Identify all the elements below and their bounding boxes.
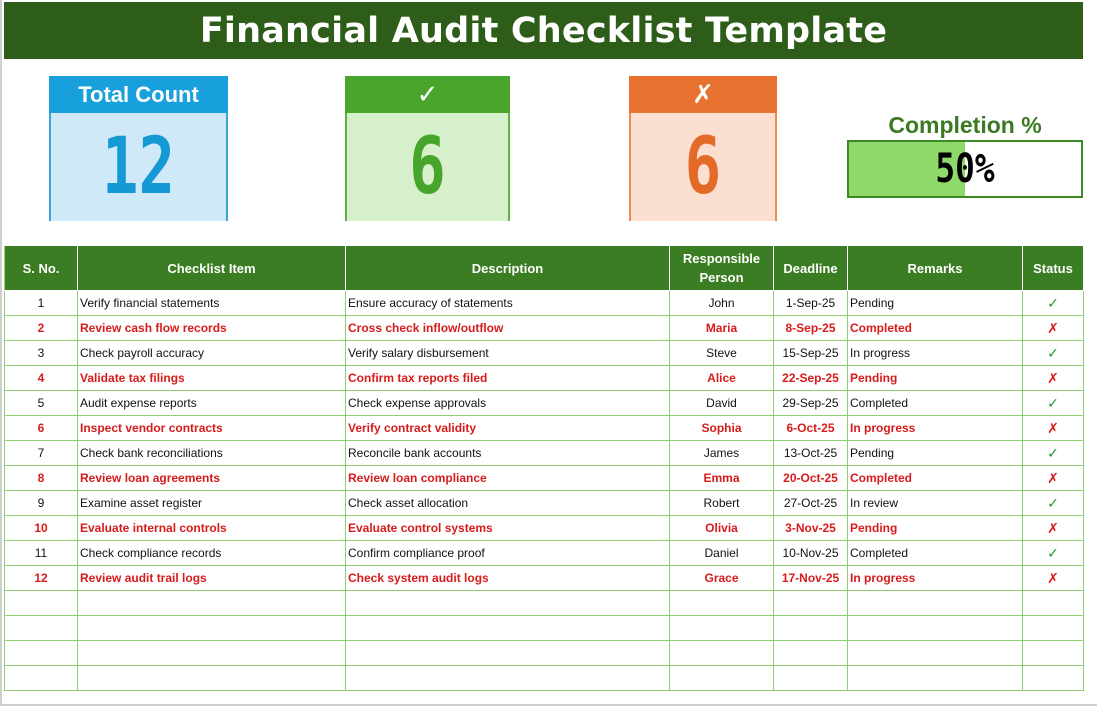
remarks-cell[interactable]: Completed: [848, 316, 1023, 341]
description-cell[interactable]: Verify salary disbursement: [346, 341, 670, 366]
cross-icon: ✗: [1047, 419, 1059, 436]
empty-cell[interactable]: [5, 641, 78, 666]
responsible-person-cell[interactable]: Grace: [670, 566, 774, 591]
table-row: [5, 516, 1084, 541]
check-icon: ✓: [1047, 394, 1059, 411]
column-header[interactable]: Status: [1023, 246, 1084, 291]
remarks-cell[interactable]: In progress: [848, 341, 1023, 366]
check-icon: ✓: [1047, 544, 1059, 561]
page-title: Financial Audit Checklist Template: [4, 2, 1083, 59]
empty-row: [5, 641, 1084, 666]
empty-cell[interactable]: [670, 666, 774, 691]
empty-row: [5, 666, 1084, 691]
table-row: [5, 391, 1084, 416]
serial-no-cell[interactable]: 7: [5, 441, 78, 466]
completion-label: Completion %: [888, 112, 1042, 138]
empty-cell[interactable]: [670, 616, 774, 641]
empty-cell[interactable]: [774, 616, 848, 641]
description-cell[interactable]: Ensure accuracy of statements: [346, 291, 670, 316]
empty-cell[interactable]: [848, 666, 1023, 691]
empty-cell[interactable]: [1023, 641, 1084, 666]
empty-row: [5, 616, 1084, 641]
deadline-cell[interactable]: 10-Nov-25: [774, 541, 848, 566]
remarks-cell[interactable]: In review: [848, 491, 1023, 516]
empty-cell[interactable]: [774, 591, 848, 616]
serial-no-cell[interactable]: 8: [5, 466, 78, 491]
table-row: [5, 491, 1084, 516]
remarks-cell[interactable]: Completed: [848, 391, 1023, 416]
description-cell[interactable]: Confirm tax reports filed: [346, 366, 670, 391]
description-cell[interactable]: Verify contract validity: [346, 416, 670, 441]
empty-cell[interactable]: [78, 666, 346, 691]
table-row: [5, 291, 1084, 316]
check-icon: ✓: [1047, 494, 1059, 511]
column-header[interactable]: Responsible Person: [670, 246, 774, 291]
remarks-cell[interactable]: In progress: [848, 416, 1023, 441]
serial-no-cell[interactable]: 4: [5, 366, 78, 391]
remarks-cell[interactable]: In progress: [848, 566, 1023, 591]
status-cell[interactable]: [1023, 416, 1084, 441]
pending-count-value: 6: [684, 122, 722, 212]
description-cell[interactable]: Reconcile bank accounts: [346, 441, 670, 466]
checklist-item-cell[interactable]: Validate tax filings: [78, 366, 346, 391]
empty-cell[interactable]: [346, 591, 670, 616]
empty-cell[interactable]: [346, 641, 670, 666]
empty-cell[interactable]: [78, 591, 346, 616]
responsible-person-cell[interactable]: Emma: [670, 466, 774, 491]
completion-progress-bar: [847, 140, 1083, 198]
responsible-person-cell[interactable]: Daniel: [670, 541, 774, 566]
description-cell[interactable]: Review loan compliance: [346, 466, 670, 491]
check-icon: ✓: [345, 76, 510, 113]
completed-count-card: [345, 76, 510, 221]
responsible-person-cell[interactable]: Sophia: [670, 416, 774, 441]
status-cell[interactable]: [1023, 466, 1084, 491]
empty-cell[interactable]: [848, 591, 1023, 616]
description-cell[interactable]: Confirm compliance proof: [346, 541, 670, 566]
status-cell[interactable]: [1023, 366, 1084, 391]
deadline-cell[interactable]: 15-Sep-25: [774, 341, 848, 366]
status-cell[interactable]: [1023, 316, 1084, 341]
table-body: [5, 291, 1084, 691]
empty-cell[interactable]: [670, 591, 774, 616]
remarks-cell[interactable]: Pending: [848, 291, 1023, 316]
status-cell[interactable]: [1023, 341, 1084, 366]
remarks-cell[interactable]: Completed: [848, 466, 1023, 491]
description-cell[interactable]: Evaluate control systems: [346, 516, 670, 541]
cross-icon: ✗: [1047, 469, 1059, 486]
description-cell[interactable]: Check system audit logs: [346, 566, 670, 591]
serial-no-cell[interactable]: 11: [5, 541, 78, 566]
completion-value: 50%: [935, 146, 995, 192]
column-header[interactable]: Remarks: [848, 246, 1023, 291]
description-cell[interactable]: Check expense approvals: [346, 391, 670, 416]
deadline-cell[interactable]: 8-Sep-25: [774, 316, 848, 341]
checklist-item-cell[interactable]: Check payroll accuracy: [78, 341, 346, 366]
deadline-cell[interactable]: 20-Oct-25: [774, 466, 848, 491]
table-row: [5, 341, 1084, 366]
status-cell[interactable]: [1023, 391, 1084, 416]
serial-no-cell[interactable]: 6: [5, 416, 78, 441]
checklist-item-cell[interactable]: Review audit trail logs: [78, 566, 346, 591]
empty-cell[interactable]: [1023, 591, 1084, 616]
deadline-cell[interactable]: 6-Oct-25: [774, 416, 848, 441]
column-header[interactable]: S. No.: [5, 246, 78, 291]
cross-icon: ✗: [1047, 369, 1059, 386]
check-icon: ✓: [1047, 444, 1059, 461]
empty-cell[interactable]: [78, 616, 346, 641]
table-header-row: [5, 246, 1084, 291]
description-cell[interactable]: Check asset allocation: [346, 491, 670, 516]
serial-no-cell[interactable]: 3: [5, 341, 78, 366]
responsible-person-cell[interactable]: James: [670, 441, 774, 466]
empty-cell[interactable]: [346, 616, 670, 641]
deadline-cell[interactable]: 1-Sep-25: [774, 291, 848, 316]
checklist-item-cell[interactable]: Evaluate internal controls: [78, 516, 346, 541]
checklist-item-cell[interactable]: Check compliance records: [78, 541, 346, 566]
total-count-card: [49, 76, 228, 221]
deadline-cell[interactable]: 27-Oct-25: [774, 491, 848, 516]
status-cell[interactable]: [1023, 566, 1084, 591]
checklist-item-cell[interactable]: Verify financial statements: [78, 291, 346, 316]
serial-no-cell[interactable]: 9: [5, 491, 78, 516]
checklist-item-cell[interactable]: Inspect vendor contracts: [78, 416, 346, 441]
remarks-cell[interactable]: Pending: [848, 441, 1023, 466]
description-cell[interactable]: Cross check inflow/outflow: [346, 316, 670, 341]
completed-count-value: 6: [409, 122, 446, 212]
serial-no-cell[interactable]: 2: [5, 316, 78, 341]
empty-cell[interactable]: [848, 616, 1023, 641]
status-cell[interactable]: [1023, 291, 1084, 316]
serial-no-cell[interactable]: 12: [5, 566, 78, 591]
remarks-cell[interactable]: Completed: [848, 541, 1023, 566]
status-cell[interactable]: [1023, 441, 1084, 466]
total-count-value: 12: [101, 122, 176, 212]
deadline-cell[interactable]: 29-Sep-25: [774, 391, 848, 416]
cross-icon: ✗: [629, 76, 777, 113]
check-icon: ✓: [1047, 344, 1059, 361]
deadline-cell[interactable]: 22-Sep-25: [774, 366, 848, 391]
cross-icon: ✗: [1047, 519, 1059, 536]
responsible-person-cell[interactable]: Robert: [670, 491, 774, 516]
serial-no-cell[interactable]: 1: [5, 291, 78, 316]
table-row: [5, 441, 1084, 466]
table-row: [5, 566, 1084, 591]
cross-icon: ✗: [1047, 569, 1059, 586]
remarks-cell[interactable]: Pending: [848, 366, 1023, 391]
empty-cell[interactable]: [5, 616, 78, 641]
empty-cell[interactable]: [5, 666, 78, 691]
table-row: [5, 416, 1084, 441]
responsible-person-cell[interactable]: David: [670, 391, 774, 416]
table-row: [5, 541, 1084, 566]
pending-count-card: [629, 76, 777, 221]
empty-cell[interactable]: [78, 641, 346, 666]
status-cell[interactable]: [1023, 541, 1084, 566]
remarks-cell[interactable]: Pending: [848, 516, 1023, 541]
empty-cell[interactable]: [670, 641, 774, 666]
column-header[interactable]: Description: [346, 246, 670, 291]
checklist-item-cell[interactable]: Review loan agreements: [78, 466, 346, 491]
responsible-person-cell[interactable]: John: [670, 291, 774, 316]
deadline-cell[interactable]: 13-Oct-25: [774, 441, 848, 466]
total-count-label: Total Count: [49, 76, 228, 113]
serial-no-cell[interactable]: 5: [5, 391, 78, 416]
empty-cell[interactable]: [5, 591, 78, 616]
responsible-person-cell[interactable]: Maria: [670, 316, 774, 341]
serial-no-cell[interactable]: 10: [5, 516, 78, 541]
empty-cell[interactable]: [774, 641, 848, 666]
checklist-item-cell[interactable]: Review cash flow records: [78, 316, 346, 341]
responsible-person-cell[interactable]: Olivia: [670, 516, 774, 541]
empty-cell[interactable]: [1023, 666, 1084, 691]
deadline-cell[interactable]: 3-Nov-25: [774, 516, 848, 541]
checklist-item-cell[interactable]: Examine asset register: [78, 491, 346, 516]
empty-cell[interactable]: [848, 641, 1023, 666]
table-row: [5, 466, 1084, 491]
status-cell[interactable]: [1023, 516, 1084, 541]
empty-row: [5, 591, 1084, 616]
cross-icon: ✗: [1047, 319, 1059, 336]
empty-cell[interactable]: [346, 666, 670, 691]
checklist-item-cell[interactable]: Check bank reconciliations: [78, 441, 346, 466]
checklist-item-cell[interactable]: Audit expense reports: [78, 391, 346, 416]
column-header[interactable]: Checklist Item: [78, 246, 346, 291]
table-row: [5, 316, 1084, 341]
status-cell[interactable]: [1023, 491, 1084, 516]
responsible-person-cell[interactable]: Steve: [670, 341, 774, 366]
responsible-person-cell[interactable]: Alice: [670, 366, 774, 391]
checklist-table: [4, 245, 1084, 691]
column-header[interactable]: Deadline: [774, 246, 848, 291]
empty-cell[interactable]: [774, 666, 848, 691]
table-row: [5, 366, 1084, 391]
empty-cell[interactable]: [1023, 616, 1084, 641]
check-icon: ✓: [1047, 294, 1059, 311]
deadline-cell[interactable]: 17-Nov-25: [774, 566, 848, 591]
